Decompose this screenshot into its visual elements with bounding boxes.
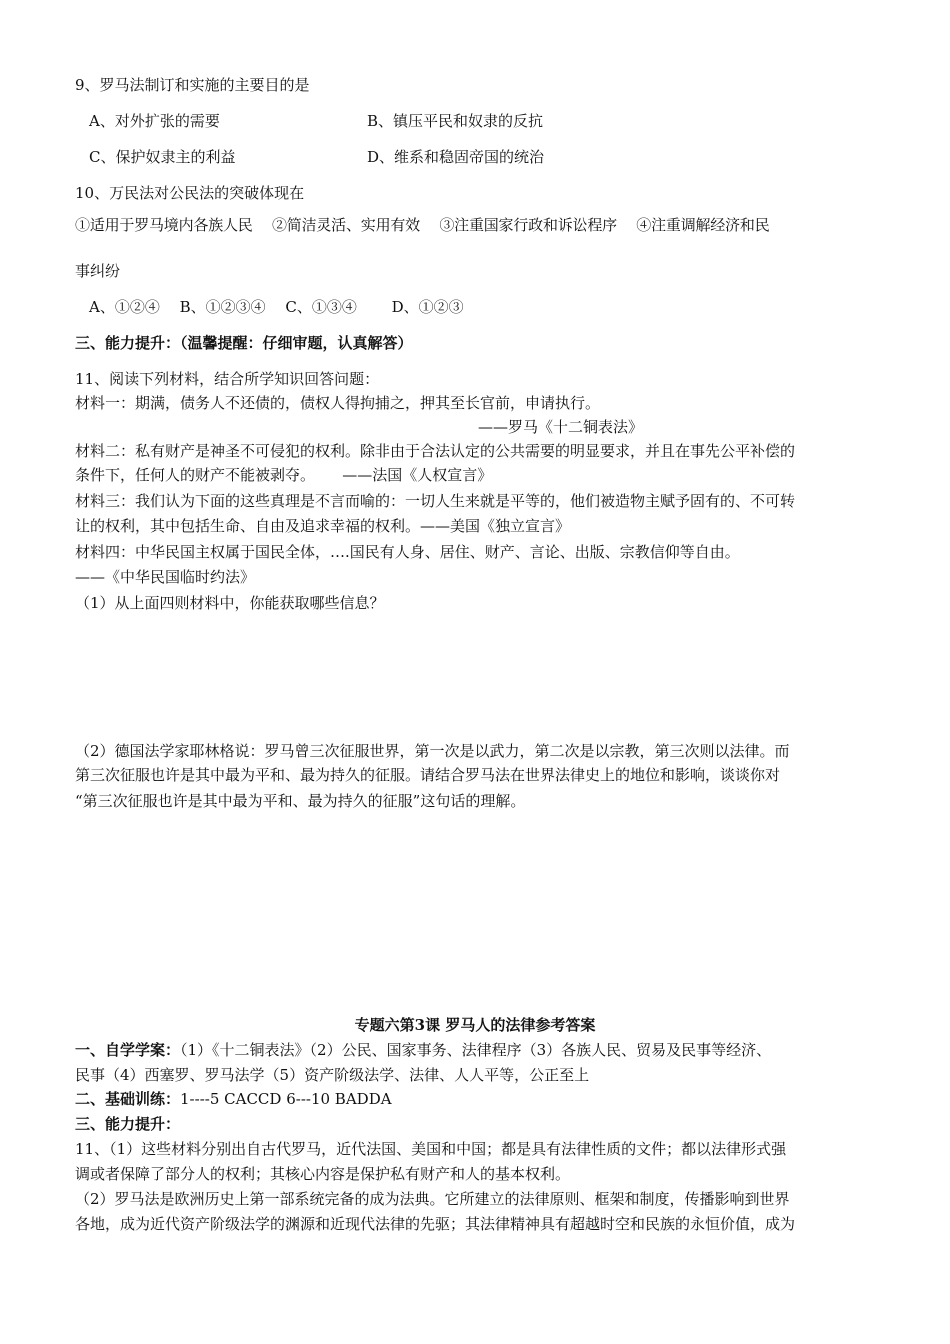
answers-q11-line3: （2）罗马法是欧洲历史上第一部系统完备的成为法典。它所建立的法律原则、框架和制度，传播影响到世界 bbox=[75, 1190, 790, 1208]
answers-section2 bbox=[75, 1088, 392, 1110]
answers-q11-line2: 调或者保障了部分人的权利；其核心内容是保护私有财产和人的基本权利。 bbox=[75, 1165, 571, 1183]
answers-section1-line1 bbox=[75, 1039, 771, 1061]
q9-option-b: B、镇压平民和奴隶的反抗 bbox=[367, 112, 544, 130]
section3-heading: 三、能力提升：（温馨提醒：仔细审题，认真解答） bbox=[75, 334, 413, 352]
answers-q11-line4: 各地，成为近代资产阶级法学的渊源和近现代法律的先驱；其法律精神具有超越时空和民族的永恒价值，成为 bbox=[75, 1215, 796, 1233]
q11-subquestion-1: （1）从上面四则材料中，你能获取哪些信息？ bbox=[75, 594, 385, 612]
q9-option-c: C、保护奴隶主的利益 bbox=[89, 148, 236, 166]
q9-option-a: A、对外扩张的需要 bbox=[89, 112, 220, 130]
answers-title: 专题六第3课 罗马人的法律参考答案 bbox=[354, 1016, 596, 1034]
answers-section3-label: 三、能力提升： bbox=[75, 1115, 181, 1133]
q10-stem: 10、万民法对公民法的突破体现在 bbox=[75, 184, 305, 202]
q11-material-3-line2: 让的权利，其中包括生命、自由及追求幸福的权利。——美国《独立宣言》 bbox=[75, 517, 571, 535]
q11-subquestion-2-line1: （2）德国法学家耶林格说：罗马曾三次征服世界，第一次是以武力，第二次是以宗教，第三次则以法律。而 bbox=[75, 742, 790, 760]
q11-material-3-line1: 材料三：我们认为下面的这些真理是不言而喻的：一切人生来就是平等的，他们被造物主赋予固有的、不可转 bbox=[75, 492, 796, 510]
q11-material-1: 材料一：期满，债务人不还债的，债权人得拘捕之，押其至长官前，申请执行。 bbox=[75, 394, 601, 412]
answers-section2-label: 二、基础训练： bbox=[75, 1090, 181, 1108]
q11-material-1-source: ——罗马《十二铜表法》 bbox=[478, 418, 644, 436]
answers-section1-text: （1）《十二铜表法》（2）公民、国家事务、法律程序（3）各族人民、贸易及民事等经济、 bbox=[180, 1041, 772, 1059]
answers-section1-label: 一、自学学案： bbox=[75, 1041, 181, 1059]
q10-items-line2: 事纠纷 bbox=[75, 262, 121, 280]
q11-material-2-line2: 条件下，任何人的财产不能被剥夺。 ——法国《人权宣言》 bbox=[75, 466, 493, 484]
q9-option-d: D、维系和稳固帝国的统治 bbox=[367, 148, 545, 166]
q11-subquestion-2-line3: “第三次征服也许是其中最为平和、最为持久的征服”这句话的理解。 bbox=[75, 792, 526, 810]
q11-material-4-line2: ——《中华民国临时约法》 bbox=[75, 568, 256, 586]
answers-section2-text: 1----5 CACCD 6---10 BADDA bbox=[180, 1090, 392, 1108]
answers-q11-line1: 11、（1）这些材料分别出自古代罗马，近代法国、美国和中国；都是具有法律性质的文件；都以法律形式强 bbox=[75, 1140, 787, 1158]
q11-subquestion-2-line2: 第三次征服也许是其中最为平和、最为持久的征服。请结合罗马法在世界法律史上的地位和影响，谈谈你对 bbox=[75, 766, 781, 784]
q9-stem: 9、罗马法制订和实施的主要目的是 bbox=[75, 76, 310, 94]
q10-choices: A、①②④ B、①②③④ C、①③④ D、①②③ bbox=[89, 298, 464, 316]
q10-items-line1: ①适用于罗马境内各族人民 ②简洁灵活、实用有效 ③注重国家行政和诉讼程序 ④注重调解经济和民 bbox=[75, 216, 770, 234]
q11-stem: 11、阅读下列材料，结合所学知识回答问题： bbox=[75, 370, 380, 388]
q11-material-2-line1: 材料二：私有财产是神圣不可侵犯的权利。除非由于合法认定的公共需要的明显要求，并且在事先公平补偿的 bbox=[75, 442, 796, 460]
answers-section1-line2: 民事（4）西塞罗、罗马法学（5）资产阶级法学、法律、人人平等，公正至上 bbox=[75, 1066, 590, 1084]
q11-material-4-line1: 材料四：中华民国主权属于国民全体，….国民有人身、居住、财产、言论、出版、宗教信仰等自由。 bbox=[75, 543, 740, 561]
